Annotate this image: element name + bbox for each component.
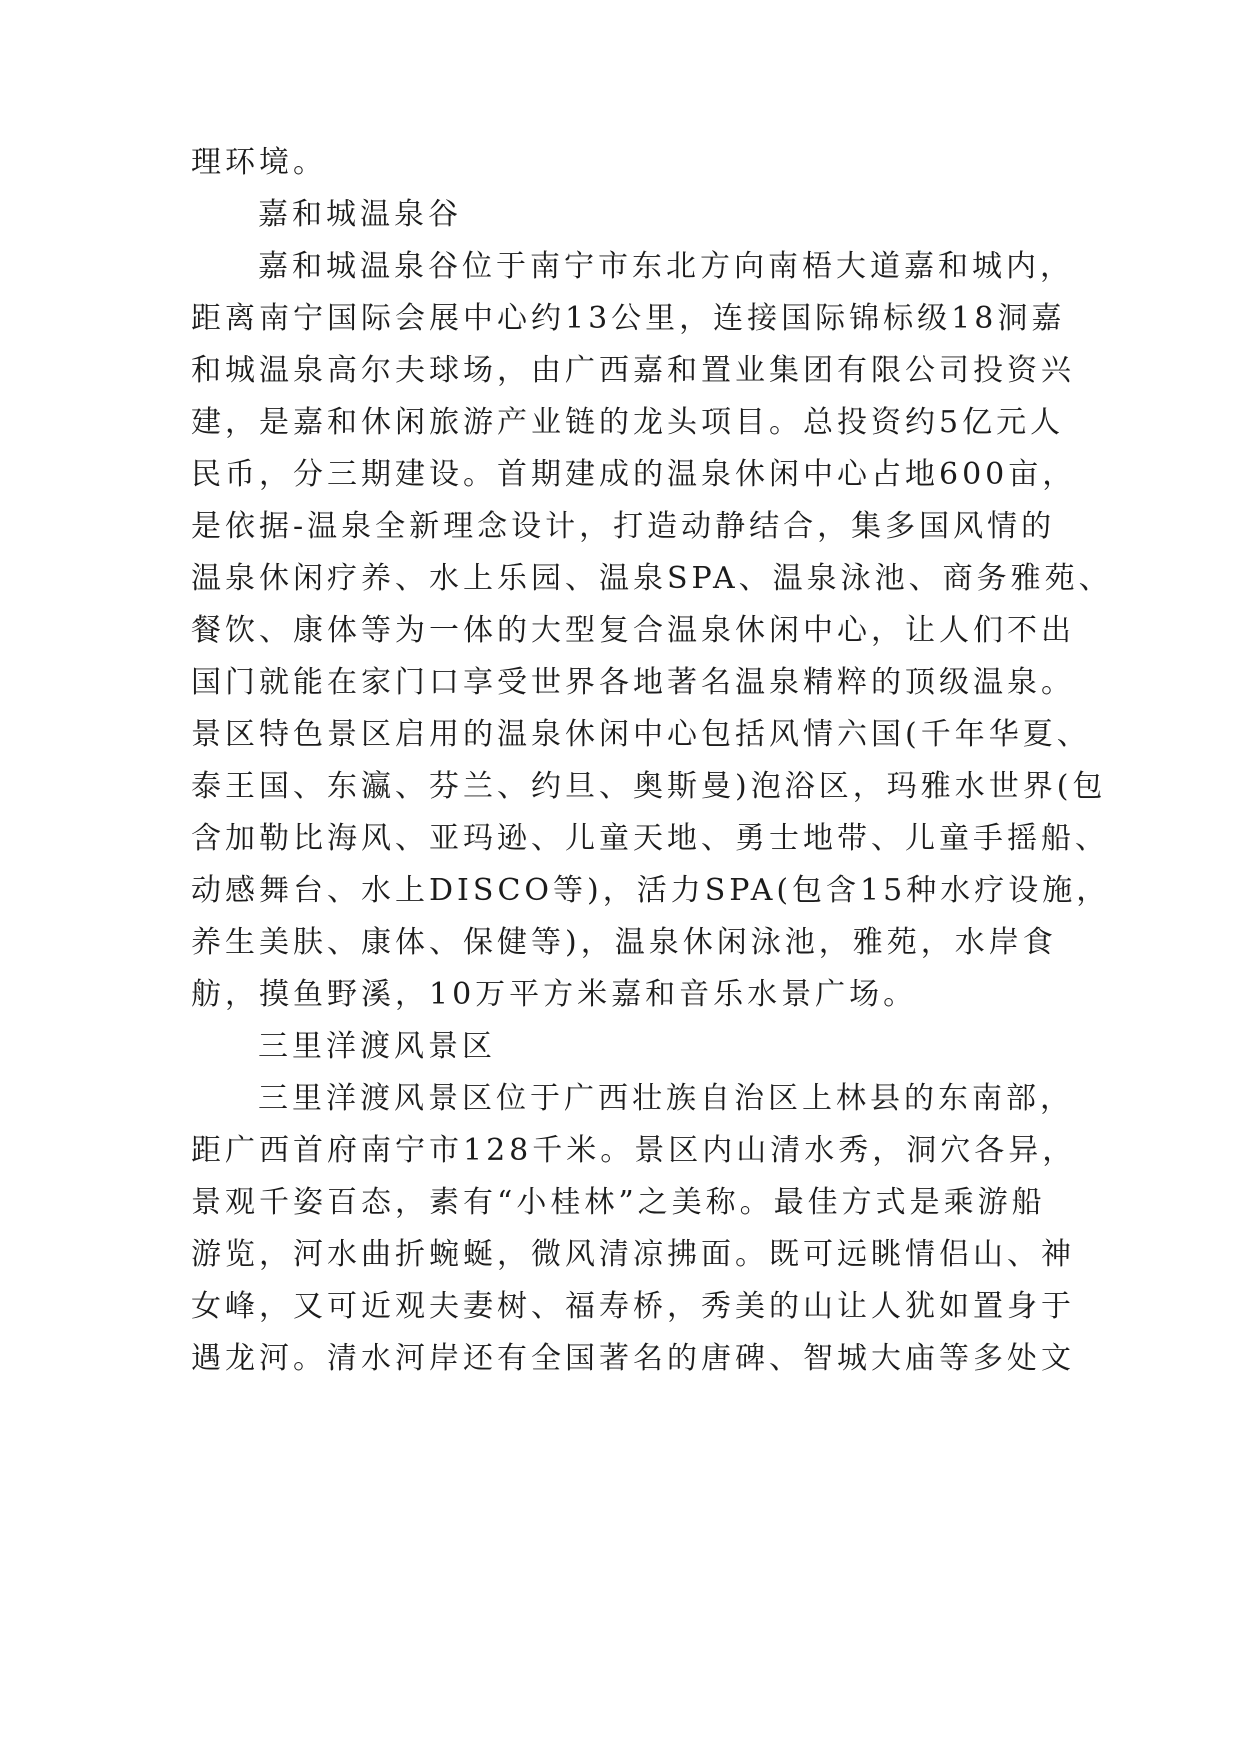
- paragraph-line: 国门就能在家门口享受世界各地著名温泉精粹的顶级温泉。: [191, 665, 1075, 700]
- paragraph-line: 景区特色景区启用的温泉休闲中心包括风情六国(千年华夏、: [191, 717, 1091, 752]
- document-body: [191, 137, 1113, 1385]
- paragraph-line: 建，是嘉和休闲旅游产业链的龙头项目。总投资约5亿元人: [191, 405, 1065, 440]
- section-heading-jiahecheng: 嘉和城温泉谷: [258, 197, 462, 232]
- paragraph-line: 是依据-温泉全新理念设计，打造动静结合，集多国风情的: [191, 509, 1056, 544]
- paragraph-line: 嘉和城温泉谷位于南宁市东北方向南梧大道嘉和城内，: [258, 249, 1074, 284]
- paragraph-sanliyangdu: [191, 1073, 1077, 1385]
- paragraph-line: 民币，分三期建设。首期建成的温泉休闲中心占地600亩，: [191, 457, 1077, 492]
- paragraph-line: 距广西首府南宁市128千米。景区内山清水秀，洞穴各异，: [191, 1133, 1077, 1168]
- paragraph-line: 餐饮、康体等为一体的大型复合温泉休闲中心，让人们不出: [191, 613, 1075, 648]
- paragraph-line: 游览，河水曲折蜿蜒，微风清凉拂面。既可远眺情侣山、神: [191, 1237, 1075, 1272]
- paragraph-line: 舫，摸鱼野溪，10万平方米嘉和音乐水景广场。: [191, 977, 918, 1012]
- paragraph-line: 距离南宁国际会展中心约13公里，连接国际锦标级18洞嘉: [191, 301, 1066, 336]
- paragraph-line: 和城温泉高尔夫球场，由广西嘉和置业集团有限公司投资兴: [191, 353, 1075, 388]
- continuation-line: 理环境。: [191, 145, 327, 180]
- paragraph-line: 三里洋渡风景区位于广西壮族自治区上林县的东南部，: [258, 1081, 1074, 1116]
- paragraph-line: 含加勒比海风、亚玛逊、儿童天地、勇士地带、儿童手摇船、: [191, 821, 1109, 856]
- paragraph-line: 动感舞台、水上DISCO等)，活力SPA(包含15种水疗设施，: [191, 873, 1111, 908]
- paragraph-line: 遇龙河。清水河岸还有全国著名的唐碑、智城大庙等多处文: [191, 1341, 1075, 1376]
- paragraph-line: 女峰，又可近观夫妻树、福寿桥，秀美的山让人犹如置身于: [191, 1289, 1075, 1324]
- paragraph-line: 养生美肤、康体、保健等)，温泉休闲泳池，雅苑，水岸食: [191, 925, 1057, 960]
- paragraph-line: 泰王国、东瀛、芬兰、约旦、奥斯曼)泡浴区，玛雅水世界(包: [191, 769, 1107, 804]
- paragraph-line: 景观千姿百态，素有“小桂林”之美称。最佳方式是乘游船: [191, 1185, 1046, 1220]
- section-heading-sanliyangdu: 三里洋渡风景区: [258, 1029, 496, 1064]
- paragraph-line: 温泉休闲疗养、水上乐园、温泉SPA、温泉泳池、商务雅苑、: [191, 561, 1113, 596]
- paragraph-jiahecheng: [191, 241, 1113, 1021]
